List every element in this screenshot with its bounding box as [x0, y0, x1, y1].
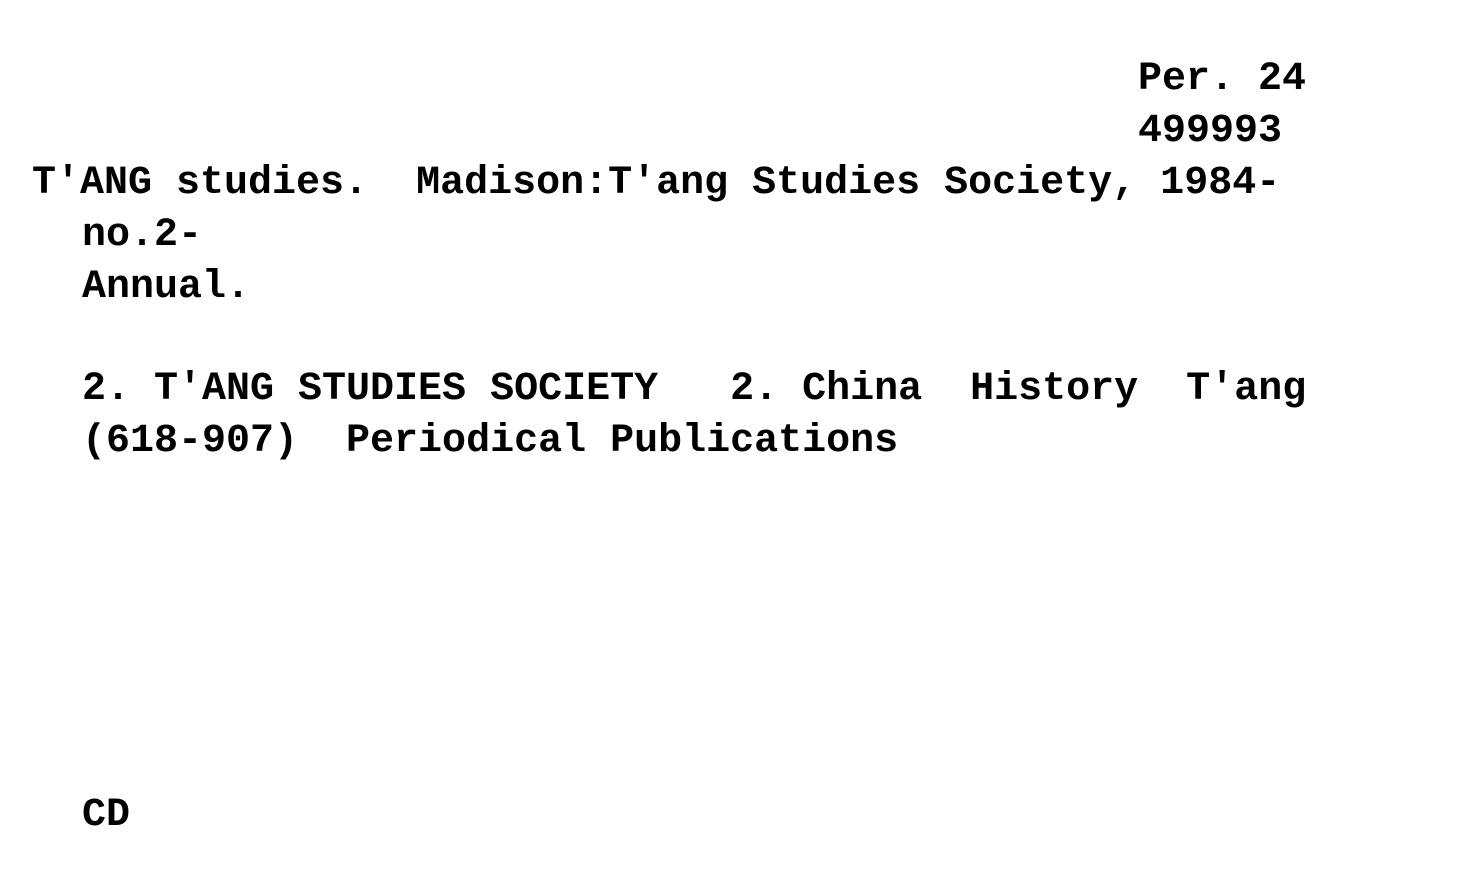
call-number-line-2: 499993	[1138, 109, 1283, 154]
subject-headings-line-1: 2. T'ANG STUDIES SOCIETY 2. China History T'ang	[82, 367, 1307, 412]
issue-holdings-line: no.2-	[82, 213, 203, 258]
subject-headings-line-2: (618-907) Periodical Publications	[82, 419, 899, 464]
frequency-note: Annual.	[82, 265, 251, 310]
call-number-line-1: Per. 24	[1138, 57, 1307, 102]
footer-code: CD	[82, 793, 131, 838]
title-imprint-line: T'ANG studies. Madison:T'ang Studies Society, 1984-	[32, 161, 1281, 206]
